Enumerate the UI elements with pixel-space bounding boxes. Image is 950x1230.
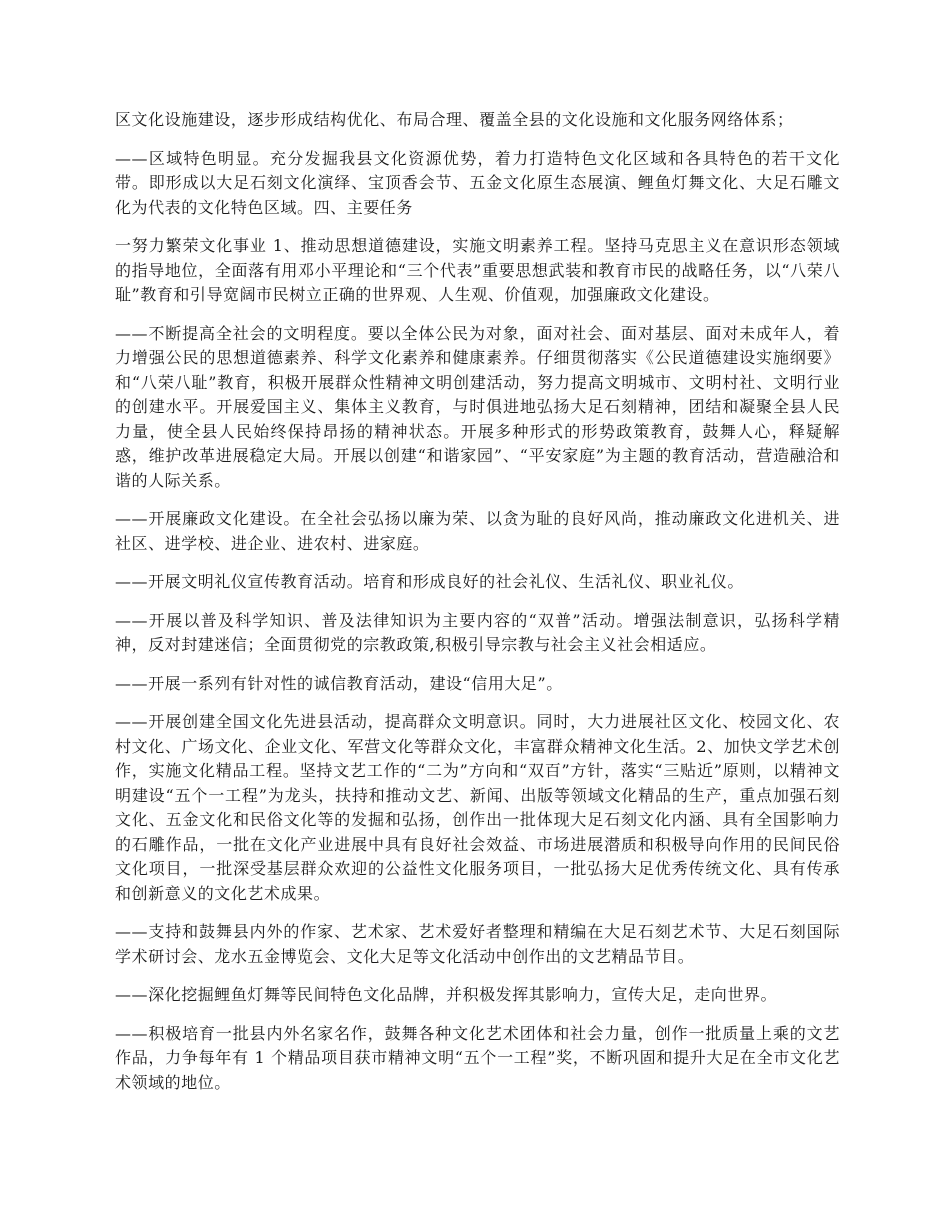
paragraph: ——开展一系列有针对性的诚信教育活动，建设“信用大足”。 xyxy=(115,673,563,693)
paragraph: ——开展创建全国文化先进县活动，提高群众文明意识。同时，大力进展社区文化、校园文化、农村文化、广场文化、企业文化、军营文化等群众文化，丰富群众精神文化生活。2、加快文学艺术创作，实施文化精品工程。坚持文艺工作的“二为”方向和“双百”方针，落实“三贴近”原则，以精神文明建设“五个一工程”为龙头，扶持和推动文艺、新闻、出版等领域文化精品的生产，重点加强石刻文化、五金文化和民俗文化等的发掘和弘扬，创作出一批体现大足石刻文化内涵、具有全国影响力的石雕作品，一批在文化产业进展中具有良好社会效益、市场进展潜质和积极导向作用的民间民俗文化项目，一批深受基层群众欢迎的公益性文化服务项目，一批弘扬大足优秀传统文化、具有传承和创新意义的文化艺术成果。 xyxy=(115,712,840,903)
paragraph: ——开展廉政文化建设。在全社会弘扬以廉为荣、以贪为耻的良好风尚，推动廉政文化进机关、进社区、进学校、进企业、进农村、进家庭。 xyxy=(115,509,840,553)
paragraph: ——开展文明礼仪宣传教育活动。培育和形成良好的社会礼仪、生活礼仪、职业礼仪。 xyxy=(115,572,744,591)
paragraph: ——区域特色明显。充分发掘我县文化资源优势，着力打造特色文化区域和各具特色的若干文化带。即形成以大足石刻文化演绎、宝顶香会节、五金文化原生态展演、鲤鱼灯舞文化、大足石雕文化为代表的文化特色区域。四、主要任务 xyxy=(115,148,840,217)
paragraph: ——深化挖掘鲤鱼灯舞等民间特色文化品牌，并积极发挥其影响力，宣传大足，走向世界。 xyxy=(115,985,778,1004)
document-body xyxy=(115,108,840,1109)
paragraph: ——不断提高全社会的文明程度。要以全体公民为对象，面对社会、面对基层、面对未成年人，着力增强公民的思想道德素养、科学文化素养和健康素养。仔细贯彻落实《公民道德建设实施纲要》和“八荣八耻”教育，积极开展群众性精神文明创建活动，努力提高文明城市、文明村社、文明行业的创建水平。开展爱国主义、集体主义教育，与时俱进地弘扬大足石刻精神，团结和凝聚全县人民力量，使全县人民始终保持昂扬的精神状态。开展多种形式的形势政策教育，鼓舞人心，释疑解惑，维护改革进展稳定大局。开展以创建“和谐家园”、“平安家庭”为主题的教育活动，营造融洽和谐的人际关系。 xyxy=(115,323,840,490)
paragraph: 一努力繁荣文化事业 1、推动思想道德建设，实施文明素养工程。坚持马克思主义在意识形态领域的指导地位，全面落有用邓小平理论和“三个代表”重要思想武装和教育市民的战略任务，以“八荣八耻”教育和引导宽阔市民树立正确的世界观、人生观、价值观，加强廉政文化建设。 xyxy=(115,236,840,304)
paragraph: ——支持和鼓舞县内外的作家、艺术家、艺术爱好者整理和精编在大足石刻艺术节、大足石刻国际学术研讨会、龙水五金博览会、文化大足等文化活动中创作出的文艺精品节目。 xyxy=(115,922,840,966)
paragraph: ——开展以普及科学知识、普及法律知识为主要内容的“双普”活动。增强法制意识，弘扬科学精神，反对封建迷信；全面贯彻党的宗教政策,积极引导宗教与社会主义社会相适应。 xyxy=(115,610,840,654)
paragraph: ——积极培育一批县内外名家名作，鼓舞各种文化艺术团体和社会力量，创作一批质量上乘的文艺作品，力争每年有 1 个精品项目获市精神文明“五个一工程”奖，不断巩固和提升大足在全市文化艺术领域的地位。 xyxy=(115,1023,840,1092)
paragraph: 区文化设施建设，逐步形成结构优化、布局合理、覆盖全县的文化设施和文化服务网络体系； xyxy=(115,110,794,129)
